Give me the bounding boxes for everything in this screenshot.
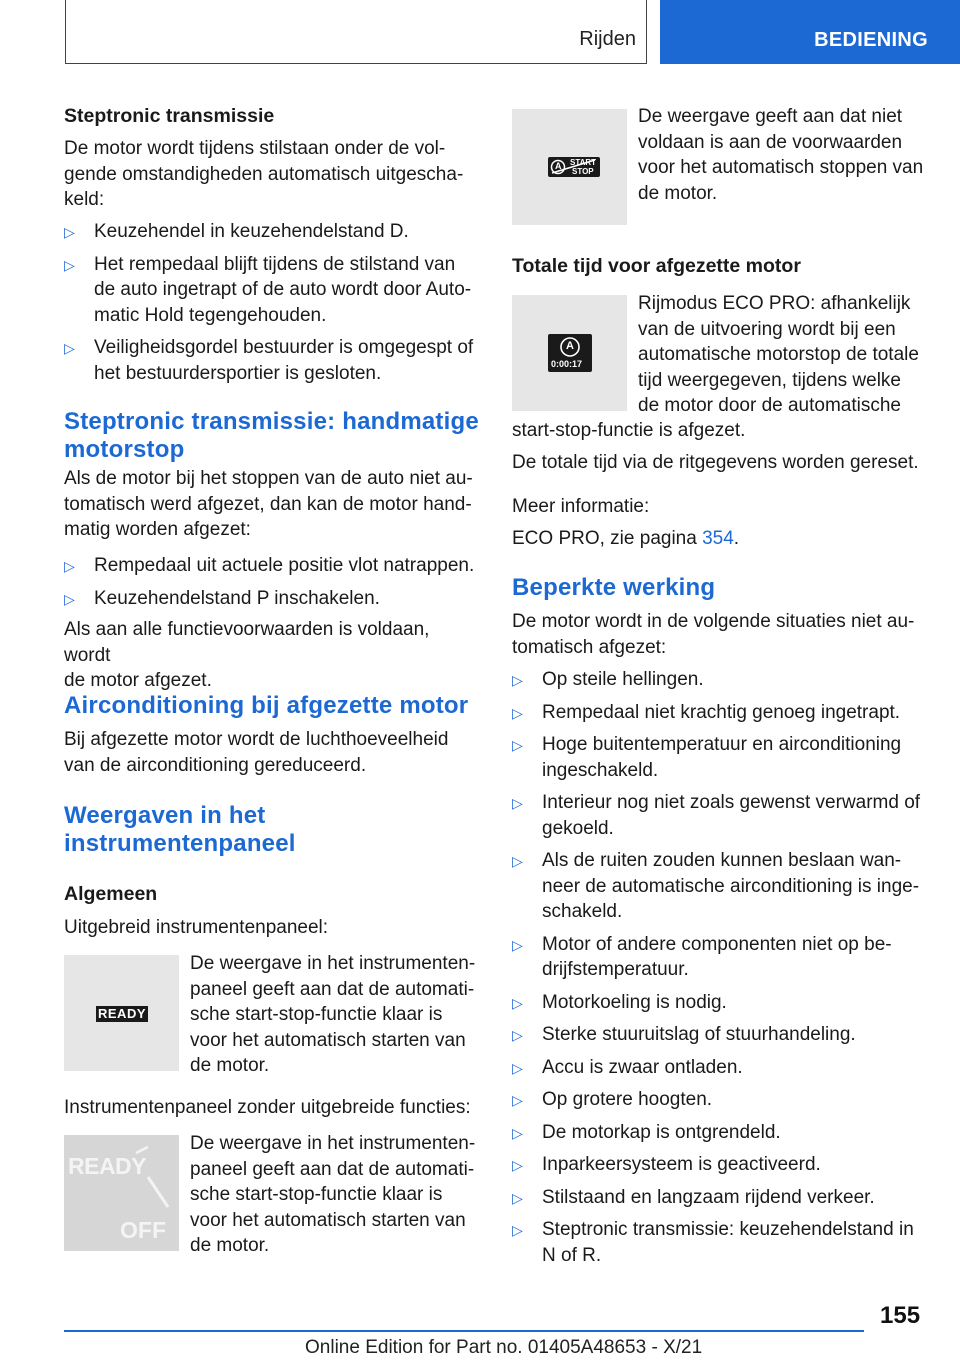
bullet-triangle-icon: ▷: [64, 224, 75, 240]
bullet-triangle-icon: ▷: [64, 558, 75, 574]
paragraph-limited: De motor wordt in de volgende situaties niet au- tomatisch afgezet:: [512, 611, 915, 658]
bullet-triangle-icon: ▷: [512, 1157, 523, 1173]
timer-readout: 0:00:17: [551, 359, 583, 369]
footer-divider: [64, 1330, 864, 1332]
heading-total-time: Totale tijd voor afgezette motor: [512, 255, 801, 277]
figure-auto-stop-unavailable: [512, 109, 627, 225]
heading-limited-function: Beperkte werking: [512, 574, 716, 601]
paragraph-manual-end: Als aan alle functievoorwaarden is voldaan, wordt de motor afgezet.: [64, 619, 430, 691]
bullet-triangle-icon: ▷: [512, 1124, 523, 1141]
paragraph-aircon: Bij afgezette motor wordt de luchthoeveelheid van de airconditioning gereduceerd.: [64, 729, 449, 776]
header-section-title: Rijden: [579, 28, 636, 50]
bullet-triangle-icon: ▷: [512, 704, 523, 721]
list-limited-conditions: [512, 667, 930, 1268]
paragraph-more-info: Meer informatie:: [512, 496, 650, 517]
list-item: ▷ Motorkoeling is nodig.: [512, 990, 930, 1016]
paragraph-eco-pro-reference: ECO PRO, zie pagina 354.: [512, 528, 740, 549]
list-item: ▷ Op grotere hoogten.: [512, 1087, 930, 1113]
gauge-needle-icon: [64, 1135, 179, 1251]
list-item: ▷ Inparkeersysteem is geactiveerd.: [512, 1152, 930, 1178]
bullet-triangle-icon: ▷: [64, 256, 75, 273]
page-number: 155: [880, 1302, 921, 1329]
ready-gauge-label: READY: [68, 1153, 147, 1179]
list-item: ▷ Accu is zwaar ontladen.: [512, 1055, 930, 1081]
bullet-triangle-icon: ▷: [512, 737, 523, 753]
list-item: ▷ Als de ruiten zouden kunnen beslaan wan- neer de automatische airconditioning is inge- schakeld.: [512, 850, 920, 922]
ready-indicator-icon: READY: [98, 1006, 147, 1021]
figure-total-time: [512, 295, 627, 411]
badge-start-label: START: [570, 158, 597, 167]
bullet-triangle-icon: ▷: [512, 994, 523, 1011]
bullet-triangle-icon: ▷: [512, 1189, 523, 1206]
heading-manual-motorstop: Steptronic transmissie: handmatige motorstop: [64, 408, 479, 463]
figure-total-time-caption-wrap: start-stop-functie is afgezet.: [512, 420, 746, 441]
auto-stop-timer-icon: [548, 334, 592, 372]
list-item: ▷ Veiligheidsgordel bestuurder is omgegespt of het bestuurdersportier is gesloten.: [64, 337, 474, 384]
heading-general: Algemeen: [64, 883, 158, 905]
list-item: ▷ Sterke stuuruitslag of stuurhandeling.: [512, 1022, 930, 1048]
list-item: ▷ Het rempedaal blijft tijdens de stilstand van de auto ingetrapt of de auto wordt door Auto- matic Hold tegengehouden.: [64, 253, 472, 326]
list-item: ▷ Stilstaand en langzaam rijdend verkeer.: [512, 1185, 930, 1211]
bullet-triangle-icon: ▷: [512, 853, 523, 869]
bullet-triangle-icon: ▷: [512, 672, 523, 688]
auto-letter: A: [566, 340, 574, 352]
paragraph-manual: Als de motor bij het stoppen van de auto niet au- tomatisch werd afgezet, dan kan de motor hand- matig worden afgezet:: [64, 468, 473, 540]
figure-total-time-caption: Rijmodus ECO PRO: afhankelijk van de uitvoering wordt bij een automatische motorstop de totale tijd weergegeven, tijdens welke de motor door de automatische: [638, 293, 919, 416]
heading-display: Weergaven in het instrumentenpaneel: [64, 802, 296, 857]
list-item: ▷ Steptronic transmissie: keuzehendelstand in N of R.: [512, 1219, 914, 1266]
list-item: ▷ Interieur nog niet zoals gewenst verwarmd of gekoeld.: [512, 792, 921, 839]
list-item: ▷ De motorkap is ontgrendeld.: [512, 1120, 930, 1146]
paragraph-extended-cluster: Uitgebreid instrumentenpaneel:: [64, 917, 329, 938]
header-section-box: [65, 0, 647, 64]
header-chapter-tab: [660, 0, 960, 64]
figure-ready-off-caption: De weergave in het instrumenten- paneel geeft aan dat de automati- sche start-stop-functie klaar is voor het automatisch starten van de motor.: [190, 1133, 476, 1256]
bullet-triangle-icon: ▷: [512, 1059, 523, 1076]
list-item: ▷ Rempedaal niet krachtig genoeg ingetrapt.: [512, 700, 930, 726]
figure-ready-off-gauge: [64, 1135, 179, 1251]
paragraph-reset: De totale tijd via de ritgegevens worden gereset.: [512, 452, 919, 473]
bullet-triangle-icon: ▷: [512, 795, 523, 811]
figure-ready-extended: [64, 955, 179, 1071]
heading-aircon: Airconditioning bij afgezette motor: [64, 692, 469, 719]
bullet-triangle-icon: ▷: [512, 1092, 523, 1108]
paragraph-steptronic: De motor wordt tijdens stilstaan onder de vol- gende omstandigheden automatisch uitgescha- keld:: [64, 138, 464, 210]
list-item: ▷ Keuzehendelstand P inschakelen.: [64, 586, 480, 612]
list-item: ▷ Motor of andere componenten niet op be- drijfstemperatuur.: [512, 933, 892, 980]
header-chapter-title: BEDIENING: [814, 29, 928, 51]
list-steptronic-conditions: [64, 219, 480, 386]
list-item: ▷ Rempedaal uit actuele positie vlot natrappen.: [64, 553, 480, 579]
paragraph-basic-cluster: Instrumentenpaneel zonder uitgebreide functies:: [64, 1097, 471, 1118]
bullet-triangle-icon: ▷: [64, 590, 75, 607]
page-link-354[interactable]: 354: [702, 528, 734, 549]
badge-stop-label: STOP: [572, 167, 594, 176]
list-item: ▷ Keuzehendel in keuzehendelstand D.: [64, 219, 480, 245]
list-item: ▷ Hoge buitentemperatuur en airconditioning ingeschakeld.: [512, 734, 902, 781]
auto-start-stop-off-icon: [548, 157, 600, 177]
figure-ready-extended-caption: De weergave in het instrumenten- paneel geeft aan dat de automati- sche start-stop-functie klaar is voor het automatisch starten van de motor.: [190, 953, 476, 1076]
figure-auto-stop-caption: De weergave geeft aan dat niet voldaan is aan de voorwaarden voor het automatisch stoppen van de motor.: [638, 106, 924, 204]
list-item: ▷ Op steile hellingen.: [512, 667, 930, 693]
bullet-triangle-icon: ▷: [512, 936, 523, 953]
auto-letter: A: [555, 161, 562, 171]
off-gauge-label: OFF: [120, 1217, 166, 1243]
list-manual-steps: [64, 553, 480, 611]
bullet-triangle-icon: ▷: [512, 1027, 523, 1043]
heading-steptronic: Steptronic transmissie: [64, 105, 275, 127]
bullet-triangle-icon: ▷: [512, 1222, 523, 1238]
footer-edition-text: Online Edition for Part no. 01405A48653 - X/21: [305, 1337, 703, 1358]
bullet-triangle-icon: ▷: [64, 340, 75, 356]
